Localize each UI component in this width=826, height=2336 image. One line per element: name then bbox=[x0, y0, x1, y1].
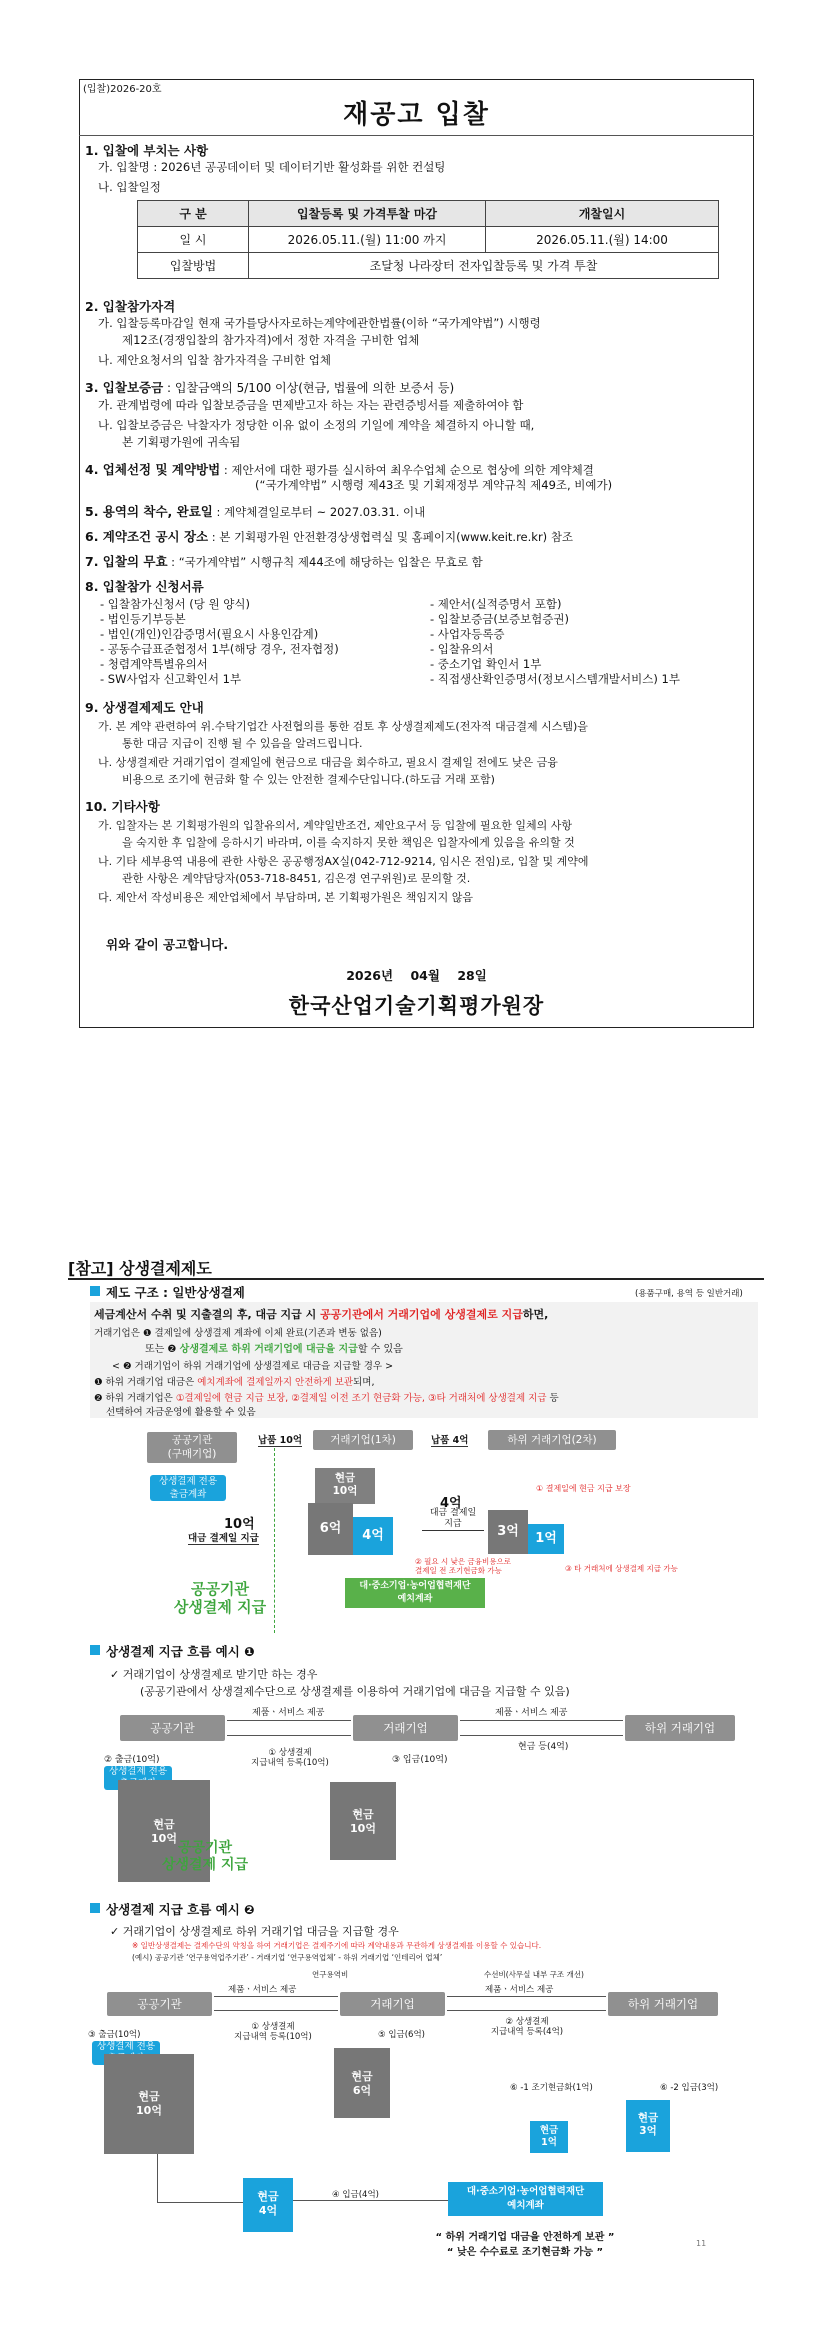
desc-line-7: 선택하여 자금운영에 활용할 수 있음 bbox=[106, 1407, 256, 1418]
desc-line-2: 거래기업은 ❶ 결제일에 상생결제 계좌에 이체 완료(기존과 변동 없음) bbox=[94, 1328, 382, 1339]
d3-trust-account-box: 대·중소기업·농어업협력재단 예치계좌 bbox=[448, 2182, 603, 2216]
example-2-check-text: 거래기업이 상생결제로 하위 거래기업 대금을 지급할 경우 bbox=[122, 1925, 399, 1938]
desc-text: 되며, bbox=[353, 1377, 375, 1388]
benefit-note-3: ③ 타 거래처에 상생결제 지급 가능 bbox=[565, 1564, 678, 1573]
section-3-heading: 3. 입찰보증금 bbox=[85, 380, 164, 395]
d3-cash-6-cube: 현금 6억 bbox=[334, 2048, 390, 2118]
schedule-cell: 입찰방법 bbox=[138, 253, 249, 279]
section-6 bbox=[85, 527, 573, 545]
d3-in-3: ⑥ -2 입금(3억) bbox=[660, 2083, 719, 2093]
page-number: 11 bbox=[696, 2239, 707, 2248]
settlement-account-label: 상생결제 전용 출금계좌 bbox=[150, 1475, 226, 1501]
d2-cash-4: 현금 등(4억) bbox=[518, 1742, 569, 1752]
section-10-da: 다. 제안서 작성비용은 제안업체에서 부담하며, 본 기획평가원은 책임지지 않음 bbox=[98, 891, 473, 904]
d3-arrow-line bbox=[447, 1996, 606, 1997]
public-agency-box: 공공기관 (구매기업) bbox=[147, 1432, 237, 1463]
d2-arrow-line bbox=[227, 1720, 351, 1721]
section-9-ga-1: 가. 본 계약 관련하여 위․수탁기업간 사전협의를 통한 검토 후 상생결제제도(전자적 대금결제 시스템)을 bbox=[98, 720, 588, 733]
amount-10-label: 10억 bbox=[224, 1517, 255, 1532]
document-item: - 입찰보증금(보증보험증권) bbox=[430, 612, 569, 626]
desc-highlight: ①결제일에 현금 지급 보장, ②결제일 이전 조기 현금화 가능, ③타 거래처에 상생결제 지급 bbox=[175, 1393, 547, 1404]
schedule-cell: 2026.05.11.(월) 14:00 bbox=[486, 227, 719, 253]
d2-service-1: 제품ㆍ서비스 제공 bbox=[252, 1708, 325, 1718]
d3-in-6: ⑤ 입금(6억) bbox=[378, 2030, 425, 2040]
section-10-na-1: 나. 기타 세부용역 내용에 관한 사항은 공공행정AX실(042-712-9214, 임시은 전임)로, 입찰 및 계약에 bbox=[98, 855, 589, 868]
schedule-header-category: 구 분 bbox=[138, 201, 249, 227]
value-3-cube: 3억 bbox=[488, 1510, 528, 1554]
example-1-desc: (공공기관에서 상생결제수단으로 상생결제를 이용하여 거래기업에 대금을 지급할 수 있음) bbox=[140, 1685, 570, 1698]
bullet-square-icon bbox=[90, 1903, 100, 1913]
section-7-rest: : “국가계약법” 시행규칙 제44조에 해당하는 입찰은 무효로 함 bbox=[167, 555, 483, 569]
check-icon: ✓ bbox=[110, 1925, 123, 1938]
example-1-check-text: 거래기업이 상생결제로 받기만 하는 경우 bbox=[122, 1668, 318, 1681]
section-2-ga-2: 제12조(경쟁입찰의 참가자격)에서 정한 자격을 구비한 업체 bbox=[122, 333, 420, 347]
section-2-ga-1: 가. 입찰등록마감일 현재 국가를당사자로하는계약에관한법률(이하 “국가계약법”) 시행령 bbox=[98, 316, 541, 330]
d3-early: ⑥ -1 조기현금화(1억) bbox=[510, 2083, 593, 2093]
d3-arrow-line bbox=[157, 2202, 243, 2203]
section-6-rest: : 본 기획평가원 안전환경상생협력실 및 홈페이지(www.keit.re.kr) 참조 bbox=[208, 530, 574, 544]
d3-cash-4-cube: 현금 4억 bbox=[243, 2178, 293, 2232]
section-5-heading: 5. 용역의 착수, 완료일 bbox=[85, 504, 213, 519]
documents-left-list bbox=[100, 597, 420, 687]
document-item: - 입찰참가신청서 (당 원 양식) bbox=[100, 597, 250, 611]
d3-register-2: ② 상생결제 지급내역 등록(4억) bbox=[490, 2017, 564, 2037]
section-1-heading: 1. 입찰에 부치는 사항 bbox=[85, 143, 209, 158]
notice-date: 2026년 04월 28일 bbox=[346, 968, 487, 983]
section-7-heading: 7. 입찰의 무효 bbox=[85, 554, 168, 569]
d3-subfirm-box: 하위 거래기업 bbox=[608, 1992, 718, 2016]
desc-text: 등 bbox=[546, 1393, 559, 1404]
first-tier-firm-box: 거래기업(1차) bbox=[313, 1430, 413, 1450]
d2-arrow-line bbox=[460, 1735, 623, 1736]
document-item: - 직접생산확인증명서(정보시스템개발서비스) 1부 bbox=[430, 672, 680, 686]
section-3-rest: : 입찰금액의 5/100 이상(현금, 법률에 의한 보증서 등) bbox=[163, 381, 455, 395]
example-1-check bbox=[110, 1666, 317, 1682]
d3-service-1: 제품ㆍ서비스 제공 bbox=[228, 1985, 297, 1995]
section-3-ga: 가. 관계법령에 따라 입찰보증금을 면제받고자 하는 자는 관련증빙서를 제출하여야 함 bbox=[98, 398, 524, 412]
d3-public-box: 공공기관 bbox=[107, 1992, 212, 2016]
desc-line-6 bbox=[94, 1390, 559, 1404]
d3-out: ③ 출금(10억) bbox=[88, 2030, 141, 2040]
trust-account-box: 대·중소기업·농어업협력재단 예치계좌 bbox=[345, 1578, 485, 1608]
d3-in-4: ④ 입금(4억) bbox=[332, 2190, 379, 2200]
desc-line-3 bbox=[145, 1340, 403, 1355]
section-6-heading: 6. 계약조건 공시 장소 bbox=[85, 529, 209, 544]
amount-4-label: 4억 bbox=[440, 1496, 462, 1511]
document-item: - 청렴계약특별유의서 bbox=[100, 657, 208, 671]
schedule-header-opening: 개찰일시 bbox=[486, 201, 719, 227]
bullet-square-icon bbox=[90, 1645, 100, 1655]
section-5-rest: : 계약체결일로부터 ~ 2027.03.31. 이내 bbox=[212, 505, 426, 519]
section-9-heading: 9. 상생결제제도 안내 bbox=[85, 700, 204, 715]
d2-firm-box: 거래기업 bbox=[353, 1715, 458, 1741]
section-8-heading: 8. 입찰참가 신청서류 bbox=[85, 579, 204, 594]
label-repair-fee: 수선비(사무실 내부 구조 개선) bbox=[484, 1970, 584, 1979]
notice-signer: 한국산업기술기획평가원장 bbox=[288, 994, 545, 1018]
section-3-na-1: 나. 입찰보증금은 낙찰자가 정당한 이유 없이 소정의 기일에 계약을 체결하지 아니할 때, bbox=[98, 418, 535, 432]
d3-arrow-line bbox=[214, 1996, 338, 1997]
d2-arrow-line bbox=[460, 1720, 623, 1721]
notice-number: (입찰)2026-20호 bbox=[83, 84, 162, 95]
d3-account-label: 상생결제 전용 bbox=[92, 2041, 160, 2065]
bullet-square-icon bbox=[90, 1286, 100, 1296]
section-9-na-2: 비용으로 조기에 현금화 할 수 있는 안전한 결제수단입니다.(하도급 거래 포함) bbox=[122, 773, 495, 786]
d2-subfirm-box: 하위 거래기업 bbox=[625, 1715, 735, 1741]
d2-out: ② 출금(10억) bbox=[104, 1755, 160, 1765]
diagram-1-caption: 공공기관 상생결제 지급 bbox=[173, 1580, 267, 1616]
reference-title: [참고] 상생결제제도 bbox=[68, 1259, 212, 1278]
d2-arrow-line bbox=[227, 1735, 351, 1736]
section-5 bbox=[85, 502, 425, 520]
closing-statement: 위와 같이 공고합니다. bbox=[106, 937, 229, 952]
documents-right-list bbox=[430, 597, 750, 687]
notice-title: 재공고 입찰 bbox=[343, 100, 490, 130]
desc-text: 또는 ❷ bbox=[145, 1344, 180, 1355]
section-10-na-2: 관한 사항은 계약담당자(053-718-8451, 김은경 연구위원)로 문의할 것. bbox=[122, 872, 471, 885]
schedule-cell: 2026.05.11.(월) 11:00 까지 bbox=[249, 227, 486, 253]
section-4 bbox=[85, 460, 594, 478]
section-2-heading: 2. 입찰참가자격 bbox=[85, 299, 176, 314]
d3-register-1: ① 상생결제 지급내역 등록(10억) bbox=[234, 2022, 312, 2042]
check-icon: ✓ bbox=[110, 1668, 123, 1681]
example-2-example: (예시) 공공기관 ‘연구용역업주기관’ - 거래기업 ‘연구용역업체’ - 하위 거래기업 ‘인테리어 업체’ bbox=[132, 1953, 443, 1962]
document-item: - 제안서(실적증명서 포함) bbox=[430, 597, 562, 611]
section-4-rest-2: (“국가계약법” 시행령 제43조 및 기획재정부 계약규칙 제49조, 비예가) bbox=[255, 478, 613, 492]
example-2-check bbox=[110, 1923, 399, 1939]
subsection-3-title: 상생결제 지급 흐름 예시 ❷ bbox=[106, 1902, 255, 1917]
desc-line-5 bbox=[94, 1374, 374, 1388]
schedule-cell: 일 시 bbox=[138, 227, 249, 253]
section-9-ga-2: 통한 대금 지급이 진행 될 수 있음을 알려드립니다. bbox=[122, 737, 363, 750]
desc-text: 할 수 있음 bbox=[357, 1344, 403, 1355]
desc-text: 세금계산서 수취 및 지출결의 후, 대금 지급 시 bbox=[94, 1308, 321, 1321]
d3-arrow-line bbox=[214, 2010, 338, 2011]
d3-arrow-line bbox=[157, 2154, 158, 2202]
d3-service-2: 제품ㆍ서비스 제공 bbox=[485, 1985, 554, 1995]
amount-4-sub: 대금 결제일 지급 bbox=[422, 1508, 484, 1531]
second-tier-firm-box: 하위 거래기업(2차) bbox=[488, 1430, 616, 1450]
benefit-note-2: ② 필요 시 낮은 금융비용으로 결제일 전 조기현금화 가능 bbox=[415, 1557, 511, 1575]
section-4-heading: 4. 업체선정 및 계약방법 bbox=[85, 462, 221, 477]
d3-quote-1: “ 하위 거래기업 대금을 안전하게 보관 ” bbox=[435, 2232, 615, 2243]
d3-arrow-line bbox=[293, 2200, 448, 2201]
d2-cash-10-cube-a: 현금 10억 bbox=[118, 1780, 210, 1882]
schedule-table bbox=[137, 200, 719, 279]
section-3 bbox=[85, 378, 454, 396]
amount-10-sub: 대금 결제일 지급 bbox=[188, 1530, 259, 1545]
value-4-cube: 4억 bbox=[353, 1517, 393, 1555]
subsection-1-title: 제도 구조 : 일반상생결제 bbox=[106, 1285, 245, 1300]
subsection-2-title: 상생결제 지급 흐름 예시 ❶ bbox=[106, 1644, 255, 1659]
section-3-na-2: 본 기획평가원에 귀속됨 bbox=[122, 435, 241, 449]
section-1-ga: 가. 입찰명 : 2026년 공공데이터 및 데이터기반 활성화를 위한 컨설팅 bbox=[98, 160, 446, 174]
delivery-10-label: 납품 10억 bbox=[258, 1432, 302, 1447]
d2-register: ① 상생결제 지급내역 등록(10억) bbox=[251, 1748, 329, 1768]
title-divider bbox=[79, 135, 754, 136]
d3-firm-box: 거래기업 bbox=[340, 1992, 445, 2016]
document-item: - 입찰유의서 bbox=[430, 642, 494, 656]
section-7 bbox=[85, 552, 483, 570]
d2-account-label: 상생결제 전용 bbox=[104, 1766, 172, 1790]
desc-line-1 bbox=[94, 1306, 548, 1322]
schedule-header-deadline: 입찰등록 및 가격투찰 마감 bbox=[249, 201, 486, 227]
d2-cash-10-cube-b: 현금 10억 bbox=[330, 1782, 396, 1860]
section-9-na-1: 나. 상생결제란 거래기업이 결제일에 현금으로 대금을 회수하고, 필요시 결제일 전에도 낮은 금융 bbox=[98, 756, 558, 769]
value-1-cube: 1억 bbox=[528, 1524, 564, 1554]
document-item: - 법인등기부등본 bbox=[100, 612, 186, 626]
section-4-rest-1: : 제안서에 대한 평가를 실시하여 최우수업체 순으로 협상에 의한 계약체결 bbox=[220, 463, 594, 477]
diagram-2-caption: 공공기관 상생결제 지급 bbox=[161, 1840, 249, 1873]
d3-cash-3-cube: 현금 3억 bbox=[626, 2100, 670, 2152]
d3-quote-2: “ 낮은 수수료로 조기현금화 가능 ” bbox=[446, 2247, 604, 2258]
delivery-4-label: 납품 4억 bbox=[431, 1432, 468, 1447]
cash-10-cube: 현금 10억 bbox=[315, 1468, 375, 1504]
d3-cash-1-cube: 현금 1억 bbox=[530, 2121, 568, 2153]
d2-in: ③ 입금(10억) bbox=[392, 1755, 448, 1765]
section-1-na: 나. 입찰일정 bbox=[98, 180, 161, 194]
document-item: - 사업자등록증 bbox=[430, 627, 505, 641]
d3-arrow-line bbox=[447, 2010, 606, 2011]
benefit-note-1: ① 결제일에 현금 지급 보장 bbox=[536, 1484, 631, 1493]
desc-highlight: 상생결제로 하위 거래기업에 대금을 지급 bbox=[179, 1344, 358, 1355]
document-item: - 공동수급표준협정서 1부(해당 경우, 전자협정) bbox=[100, 642, 339, 656]
document-item: - 법인(개인)인감증명서(필요시 사용인감계) bbox=[100, 627, 319, 641]
section-2-na: 나. 제안요청서의 입찰 참가자격을 구비한 업체 bbox=[98, 353, 332, 367]
reference-title-rule bbox=[68, 1278, 764, 1280]
document-item: - SW사업자 신고확인서 1부 bbox=[100, 672, 242, 686]
d2-service-2: 제품ㆍ서비스 제공 bbox=[495, 1708, 568, 1718]
section-10-ga-1: 가. 입찰자는 본 기획평가원의 입찰유의서, 계약일반조건, 제안요구서 등 입찰에 필요한 일체의 사항 bbox=[98, 819, 572, 832]
label-research-fee: 연구용역비 bbox=[312, 1970, 349, 1979]
subsection-1-note: (용품구매, 용역 등 일반거래) bbox=[635, 1289, 743, 1299]
d3-cash-10-cube: 현금 10억 bbox=[104, 2054, 194, 2154]
d2-public-box: 공공기관 bbox=[120, 1715, 225, 1741]
desc-text: ❷ 하위 거래기업은 bbox=[94, 1393, 176, 1404]
section-10-ga-2: 을 숙지한 후 입찰에 응하시기 바라며, 이를 숙지하지 못한 책임은 입찰자에게 있음을 유의할 것 bbox=[122, 836, 575, 849]
example-2-note: ※ 일반상생결제는 결제수단의 약칭을 하여 거래기업은 결제주기에 따라 계약내용과 무관하게 상생결제를 이용할 수 있습니다. bbox=[132, 1941, 542, 1950]
desc-text: 하면, bbox=[522, 1308, 549, 1321]
desc-line-4: < ❷ 거래기업이 하위 거래기업에 상생결제로 대금을 지급할 경우 > bbox=[112, 1361, 394, 1372]
section-10-heading: 10. 기타사항 bbox=[85, 799, 160, 814]
schedule-cell: 조달청 나라장터 전자입찰등록 및 가격 투찰 bbox=[249, 253, 719, 279]
desc-highlight: 예치계좌에 결제일까지 안전하게 보관 bbox=[197, 1377, 354, 1388]
document-item: - 중소기업 확인서 1부 bbox=[430, 657, 542, 671]
desc-text: ❶ 하위 거래기업 대금은 bbox=[94, 1377, 198, 1388]
desc-highlight: 공공기관에서 거래기업에 상생결제로 지급 bbox=[320, 1308, 523, 1321]
value-6-cube: 6억 bbox=[308, 1503, 353, 1555]
